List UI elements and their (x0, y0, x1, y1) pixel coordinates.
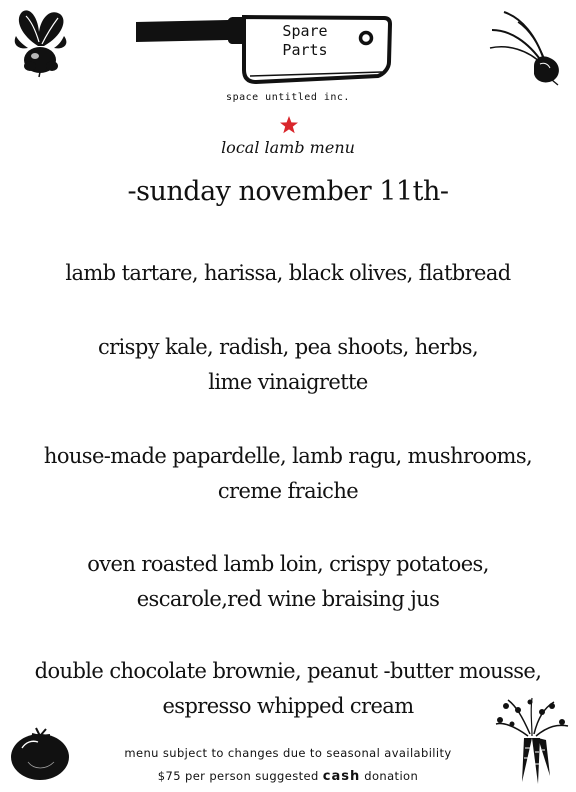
course-line: house-made papardelle, lamb ragu, mushrooms, (43, 444, 533, 468)
beet-illustration-icon (8, 6, 72, 78)
course-item (30, 654, 546, 724)
footer-notes (0, 742, 576, 788)
subtitle: space untitled inc. (226, 92, 350, 103)
course-item (30, 330, 546, 400)
course-line: crispy kale, radish, pea shoots, herbs, (97, 335, 479, 359)
availability-note: menu subject to changes due to seasonal availability (124, 746, 452, 760)
course-item (30, 439, 546, 509)
course-line: espresso whipped cream (162, 694, 414, 718)
course-line: creme fraiche (217, 479, 359, 503)
course-line: lime vinaigrette (208, 370, 368, 394)
course-line: escarole,red wine braising jus (136, 587, 440, 611)
course-line: double chocolate brownie, peanut -butter mousse, (34, 659, 542, 683)
brand-line-2: Parts (282, 41, 328, 59)
brand-line-1: Spare (282, 22, 328, 40)
menu-date: -sunday november 11th- (127, 176, 449, 207)
menu-label: local lamb menu (221, 138, 355, 157)
price-note (0, 765, 576, 788)
course-item (30, 547, 546, 617)
course-line: lamb tartare, harissa, black olives, flatbread (65, 261, 511, 285)
price-text: $75 per person suggested (157, 769, 323, 783)
course-item (30, 256, 546, 291)
cash-emphasis: cash (322, 769, 361, 784)
donation-text: donation (360, 769, 419, 783)
course-line: oven roasted lamb loin, crispy potatoes, (87, 552, 489, 576)
star-icon (279, 115, 299, 135)
brand-name (250, 22, 360, 60)
onion-sprout-illustration-icon (488, 8, 568, 86)
